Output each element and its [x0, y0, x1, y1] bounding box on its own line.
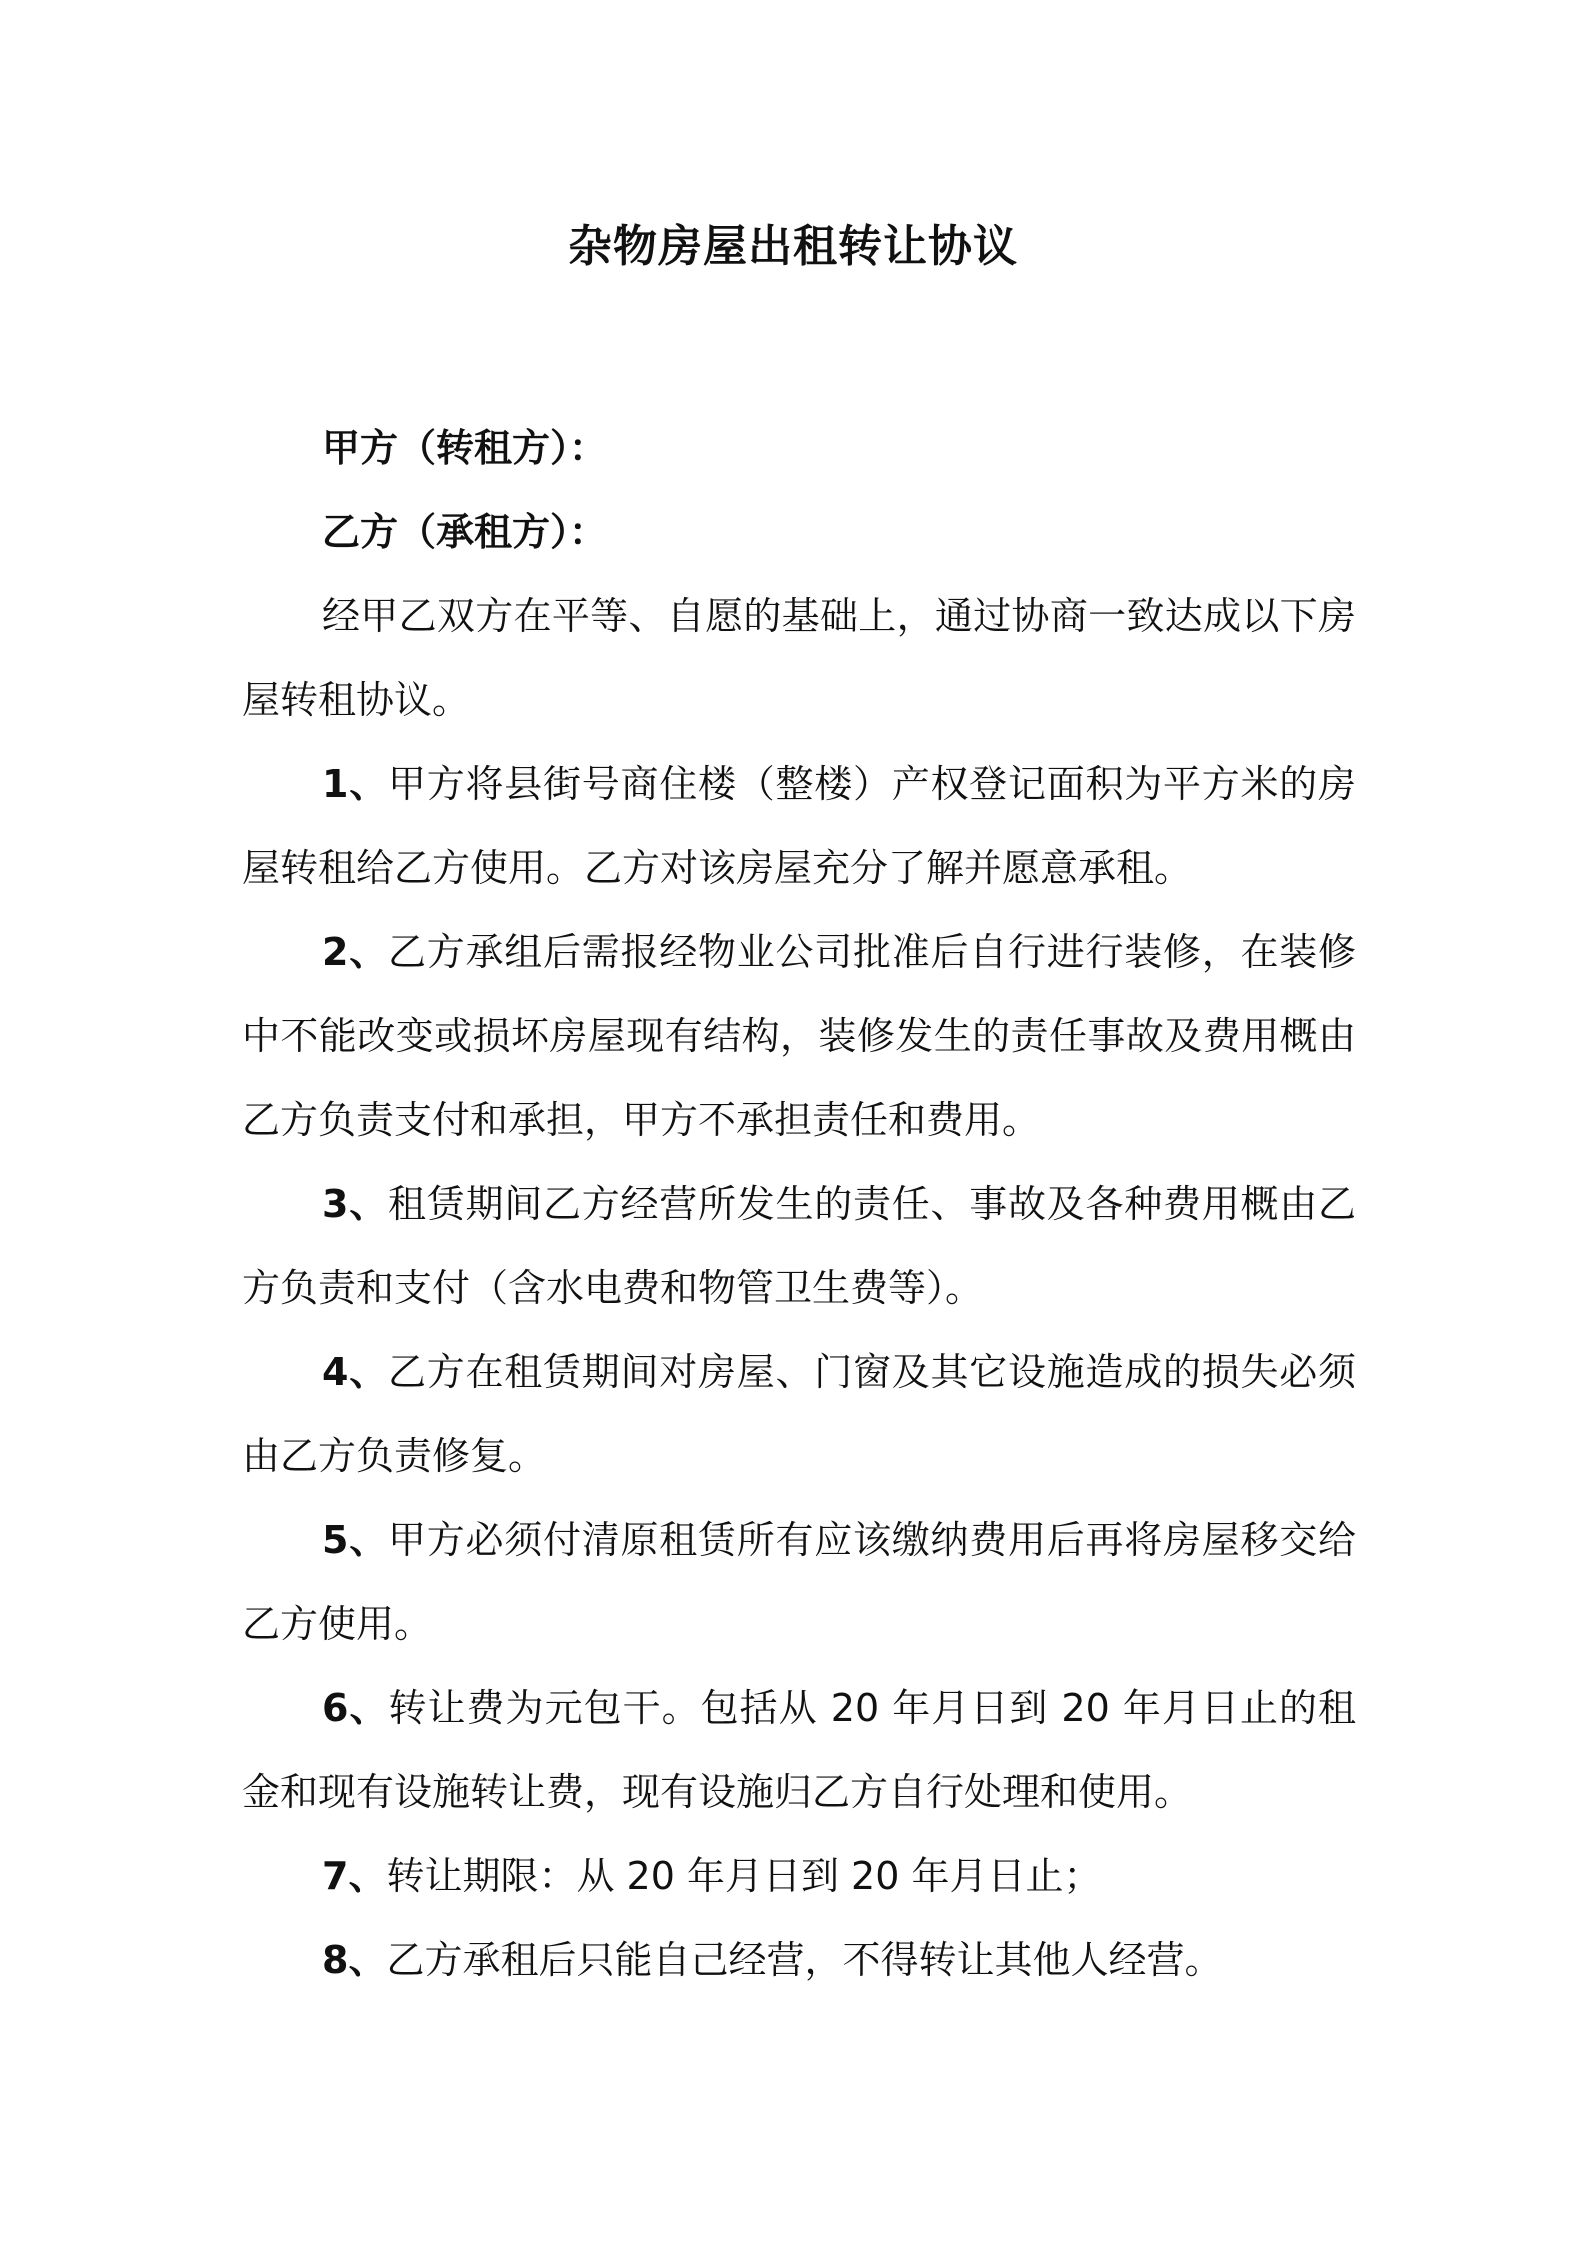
clause-text: 甲方必须付清原租赁所有应该缴纳费用后再将房屋移交给乙方使用。	[242, 1518, 1356, 1646]
document-body	[242, 406, 1356, 2002]
clause-number: 7、	[322, 1854, 387, 1898]
clause-1	[242, 742, 1356, 910]
party-a-line: 甲方（转租方）：	[322, 426, 608, 470]
clause-8	[242, 1918, 1356, 2002]
clause-2	[242, 910, 1356, 1162]
clause-text: 乙方在租赁期间对房屋、门窗及其它设施造成的损失必须由乙方负责修复。	[242, 1350, 1356, 1478]
party-b-line: 乙方（承租方）：	[322, 510, 608, 554]
clause-text: 乙方承组后需报经物业公司批准后自行进行装修，在装修中不能改变或损坏房屋现有结构，装修发生的责任事故及费用概由乙方负责支付和承担，甲方不承担责任和费用。	[242, 930, 1356, 1142]
clause-number: 3、	[322, 1182, 388, 1226]
clause-text: 转让期限：从 20 年月日到 20 年月日止；	[386, 1854, 1102, 1898]
clause-number: 1、	[322, 762, 388, 806]
clause-number: 6、	[322, 1686, 389, 1730]
clause-number: 4、	[322, 1350, 388, 1394]
clause-4	[242, 1330, 1356, 1498]
document-title: 杂物房屋出租转让协议	[568, 221, 1018, 272]
clause-text: 甲方将县街号商住楼（整楼）产权登记面积为平方米的房屋转租给乙方使用。乙方对该房屋充分了解并愿意承租。	[242, 762, 1356, 890]
clause-6	[242, 1666, 1356, 1834]
clause-text: 转让费为元包干。包括从 20 年月日到 20 年月日止的租金和现有设施转让费，现有设施归乙方自行处理和使用。	[242, 1686, 1356, 1814]
clause-number: 5、	[322, 1518, 388, 1562]
clause-text: 租赁期间乙方经营所发生的责任、事故及各种费用概由乙方负责和支付（含水电费和物管卫生费等）。	[242, 1182, 1356, 1310]
clause-5	[242, 1498, 1356, 1666]
intro-paragraph: 经甲乙双方在平等、自愿的基础上，通过协商一致达成以下房屋转租协议。	[242, 594, 1356, 722]
clause-number: 8、	[322, 1938, 387, 1982]
clause-3	[242, 1162, 1356, 1330]
clause-number: 2、	[322, 930, 388, 974]
clause-text: 乙方承租后只能自己经营，不得转让其他人经营。	[386, 1938, 1223, 1982]
clause-7	[242, 1834, 1356, 1918]
